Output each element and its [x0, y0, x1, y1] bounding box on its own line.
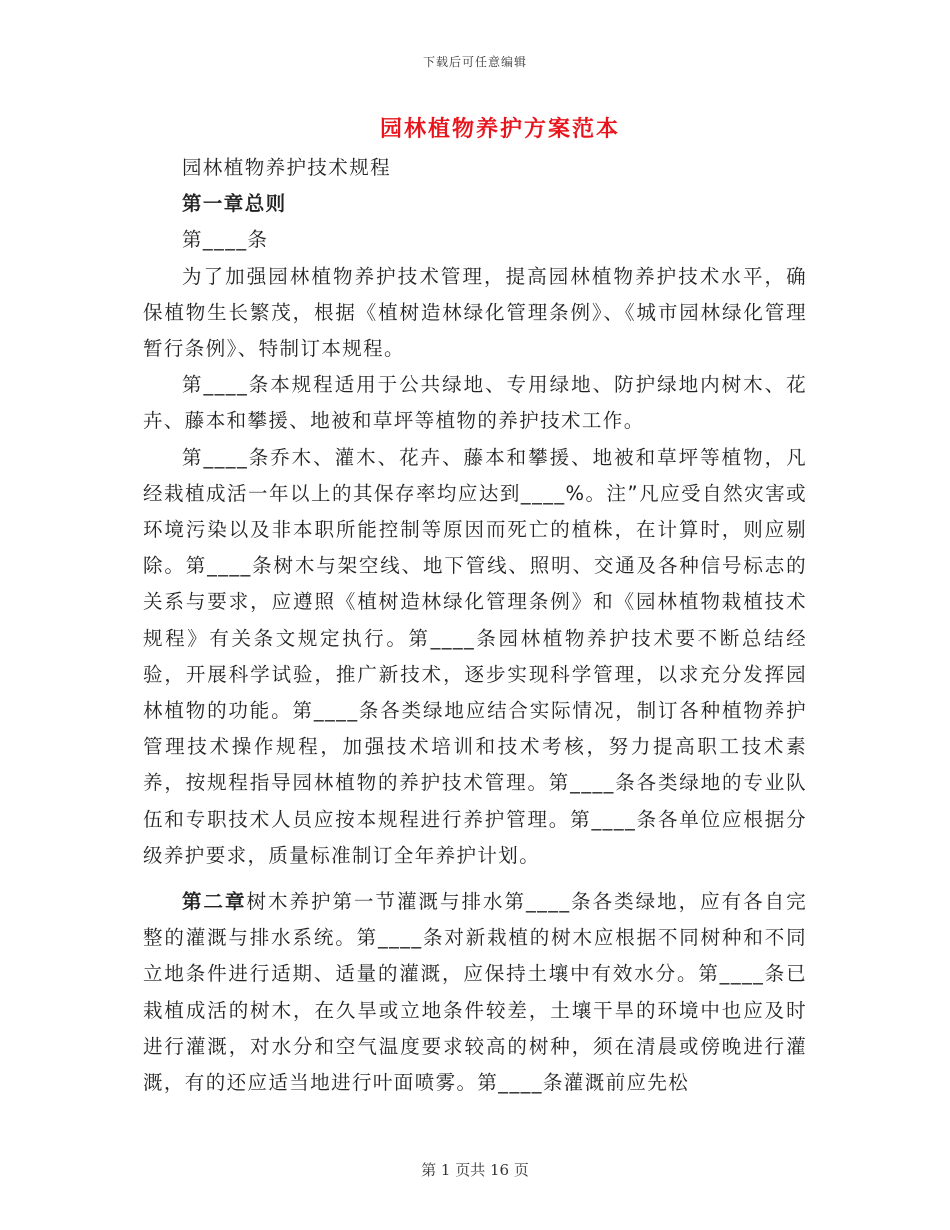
paragraph-chapter2	[143, 884, 807, 1101]
document-body	[143, 150, 807, 1101]
subtitle: 园林植物养护技术规程	[182, 156, 392, 179]
paragraph-purpose: 为了加强园林植物养护技术管理，提高园林植物养护技术水平，确保植物生长繁茂，根据《植树造林绿化管理条例》、《城市园林绿化管理暂行条例》、特制订本规程。	[143, 264, 807, 361]
page-footer: 第 1 页共 16 页	[421, 1161, 529, 1179]
article-placeholder: 第____条	[182, 228, 269, 252]
chapter2-text: 树木养护第一节灌溉与排水第____条各类绿地，应有各自完整的灌溉与排水系统。第____条对新栽植的树木应根据不同树种和不同立地条件进行适期、适量的灌溉，应保持土壤中有效水分。第____条已栽植成活的树木，在久旱或立地条件较差，土壤干旱的环境中也应及时进行灌溉，对水分和空气温度要求较高的树种，须在清晨或傍晚进行灌溉，有的还应适当地进行叶面喷雾。第____条灌溉前应先松	[143, 890, 808, 1095]
page-header: 下载后可任意编辑	[422, 55, 527, 69]
document-title: 园林植物养护方案范本	[379, 117, 620, 142]
chapter1-heading: 第一章总则	[182, 192, 287, 216]
chapter2-heading: 第二章	[182, 890, 247, 914]
paragraph-rules: 第____条乔木、灌木、花卉、藤本和攀援、地被和草坪等植物，凡经栽植成活一年以上的其保存率均应达到____%。注”凡应受自然灾害或环境污染以及非本职所能控制等原因而死亡的植株，在计算时，则应剔除。第____条树木与架空线、地下管线、照明、交通及各种信号标志的关系与要求，应遵照《植树造林绿化管理条例》和《园林植物栽植技术规程》有关条文规定执行。第____条园林植物养护技术要不断总结经验，开展科学试验，推广新技术，逐步实现科学管理，以求充分发挥园林植物的功能。第____条各类绿地应结合实际情况，制订各种植物养护管理技术操作规程，加强技术培训和技术考核，努力提高职工技术素养，按规程指导园林植物的养护技术管理。第____条各类绿地的专业队伍和专职技术人员应按本规程进行养护管理。第____条各单位应根据分级养护要求，质量标准制订全年养护计划。	[143, 445, 807, 867]
paragraph-scope: 第____条本规程适用于公共绿地、专用绿地、防护绿地内树木、花卉、藤本和攀援、地被和草坪等植物的养护技术工作。	[143, 373, 807, 433]
